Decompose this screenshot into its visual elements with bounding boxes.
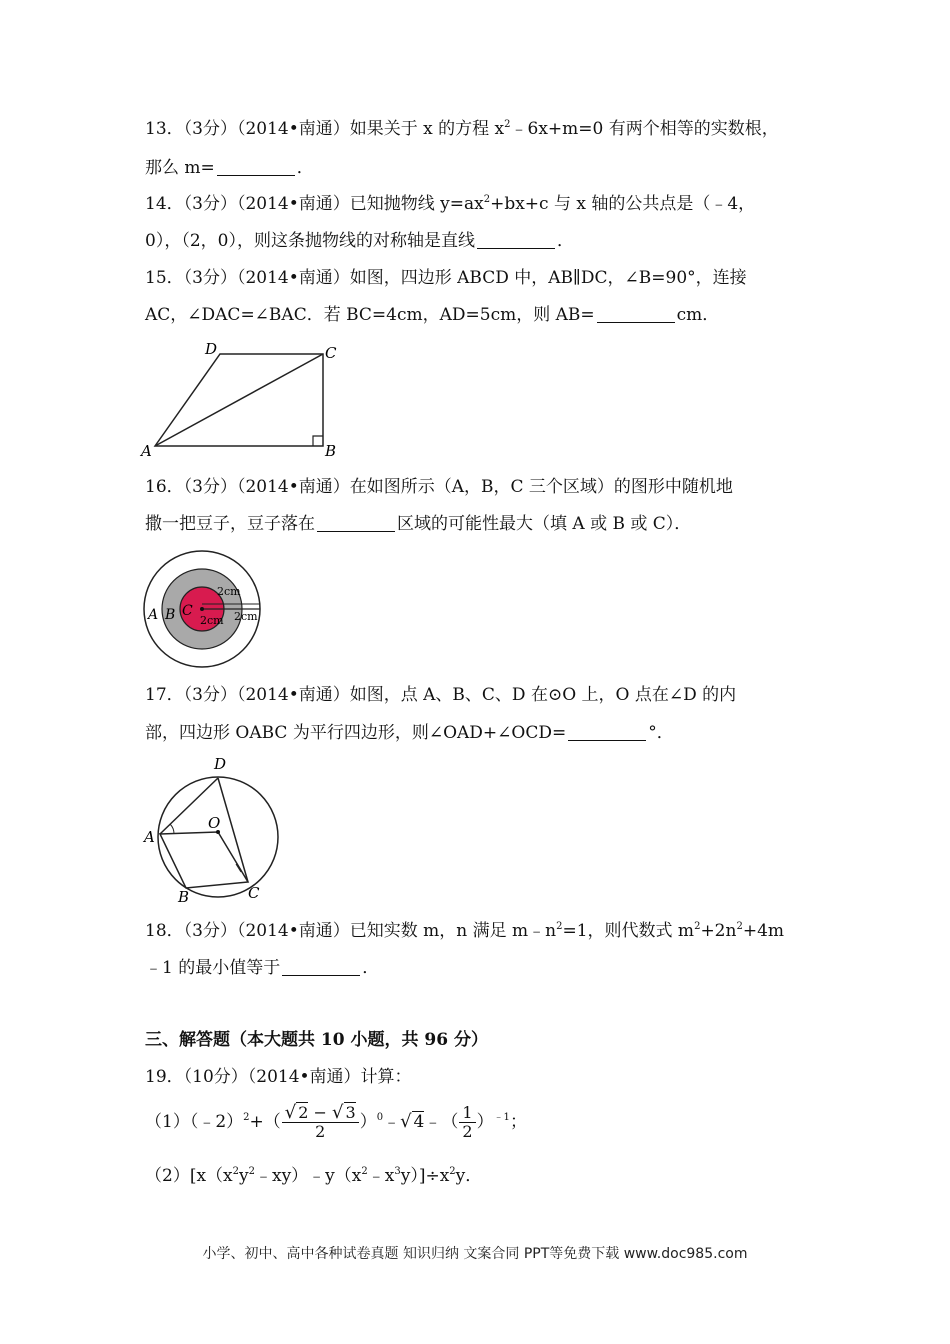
q13-line1: 13．（3分）（2014•南通）如果关于 x 的方程 $x^2﹣6x+m=0$ 有两个相等的实数根， xyxy=(145,119,779,139)
label-r1: 2cm xyxy=(217,585,241,598)
label-a: A xyxy=(144,828,155,846)
q15-quadrilateral-figure xyxy=(135,336,350,461)
q17-line1: 17．（3分）（2014•南通）如图，点 A、B、C、D 在⊙O 上，O 点在∠D 的内 xyxy=(145,685,737,705)
q16-line2: 撒一把豆子，豆子落在 区域的可能性最大（填 A 或 B 或 C）． xyxy=(145,514,692,534)
q15-line2: AC，∠DAC=∠BAC．若 BC=4cm，AD=5cm，则 AB= cm． xyxy=(145,305,720,325)
q13-line2: 那么 m= ． xyxy=(145,158,314,178)
label-r2: 2cm xyxy=(200,614,224,627)
q14-line1: 14．（3分）（2014•南通）已知抛物线 $y=ax^2+bx+c$ 与 x 轴的公共点是（﹣4， xyxy=(145,194,756,214)
q15-line1: 15．（3分）（2014•南通）如图，四边形 ABCD 中，AB∥DC，∠B=90°，连接 xyxy=(145,268,747,288)
answer-blank[interactable] xyxy=(217,158,295,176)
label-a: A xyxy=(141,442,152,460)
q17-line2: 部，四边形 OABC 为平行四边形，则∠OAD+∠OCD= °． xyxy=(145,723,674,743)
label-a: A xyxy=(148,607,159,623)
fraction-half: $\frac{1}{2}$ xyxy=(459,1104,475,1141)
label-c: C xyxy=(182,603,193,619)
footer-text: 小学、初中、高中各种试卷真题 知识归纳 文案合同 PPT等免费下载 www.doc985.com xyxy=(202,1246,748,1262)
q19-part2: $(2)[x(x^2y^2﹣xy)﹣y(x^2﹣x^3y)]\div x^2y$． xyxy=(145,1166,483,1186)
label-r3: 2cm xyxy=(234,610,258,623)
label-c: C xyxy=(325,344,337,362)
q18-line1: 18．（3分）（2014•南通）已知实数 m，n 满足 $m﹣n^2=1$，则代数式 $m^2+2n^2+4m$ xyxy=(145,921,785,941)
answer-blank[interactable] xyxy=(282,958,360,976)
fraction-sqrt: $\frac{√ 2 - √ 3}{2}$ xyxy=(282,1104,359,1141)
label-b: B xyxy=(165,607,176,623)
answer-blank[interactable] xyxy=(477,231,555,249)
label-d: D xyxy=(205,340,218,358)
answer-blank[interactable] xyxy=(568,723,646,741)
q17-circle-figure xyxy=(140,752,290,912)
q14-line2: 0），（2，0），则这条抛物线的对称轴是直线 ． xyxy=(145,231,574,251)
label-o: O xyxy=(208,814,221,832)
label-b: B xyxy=(178,888,190,906)
answer-blank[interactable] xyxy=(317,514,395,532)
answer-blank[interactable] xyxy=(597,305,675,323)
q19-line1: 19．（10分）（2014•南通）计算： xyxy=(145,1067,412,1087)
label-b: B xyxy=(325,442,337,460)
section-title: 三、解答题（本大题共 10 小题，共 96 分） xyxy=(145,1030,488,1050)
q16-line1: 16．（3分）（2014•南通）在如图所示（A，B，C 三个区域）的图形中随机地 xyxy=(145,477,733,497)
label-d: D xyxy=(214,755,227,773)
q18-line2: ﹣1 的最小值等于 ． xyxy=(145,958,380,978)
label-c: C xyxy=(248,884,260,902)
q19-part1: （1）（﹣2）$^2$+（ $\frac{√ 2 - √ 3}{2}$ ）$^0$﹣√ 4﹣（ $\frac{1}{2}$ ）$^{﹣1}$； xyxy=(145,1102,527,1141)
q16-concentric-circles-figure xyxy=(140,548,265,673)
